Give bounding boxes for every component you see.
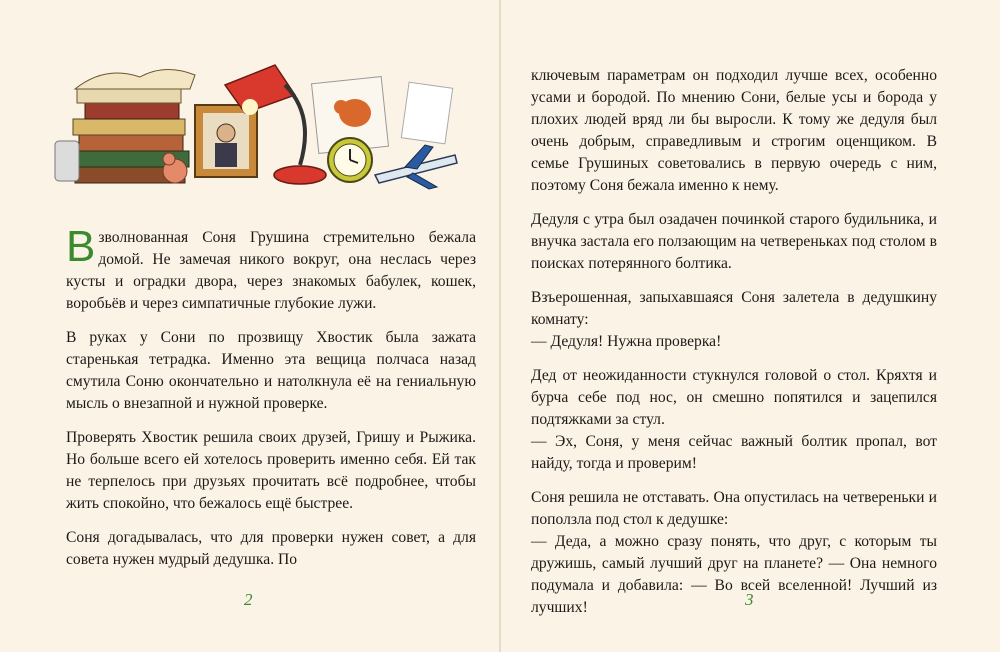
dialogue-line: — Дедуля! Нужна проверка! — [531, 333, 722, 350]
header-illustration — [45, 55, 460, 195]
dialogue-line: — Эх, Соня, у меня сейчас важный болтик пропал, вот найду, тогда и проверим! — [531, 433, 937, 472]
paragraph: Взволнованная Соня Грушина стремительно бежала домой. Не замечая никого вокруг, она неслась через кусты и оградки двора, через знакомых бабулек, кошек, воробьёв и через симпатичные глубокие лужи. — [66, 222, 476, 312]
paragraph: Взъерошенная, запыхавшаяся Соня залетела в дедушкину комнату: — [531, 289, 937, 328]
paragraph: В руках у Сони по прозвищу Хвостик была зажата старенькая тетрадка. Именно эта вещица полчаса назад смутила Соню окончательно и натолкнула её на гениальную мысль о внезапной и нужной проверке. — [66, 329, 476, 412]
alarm-clock-illustration — [328, 138, 372, 182]
paragraph: Проверять Хвостик решила своих друзей, Гришу и Рыжика. Но больше всего ей хотелось проверить именно себя. Ей так не терпелось при друзьях прочитать всё подробнее, чтобы жить спокойно, что бежалось ещё быстрее. — [66, 429, 476, 512]
paragraph: ключевым параметрам он подходил лучше всех, особенно усами и бородой. По мнению Сони, белые усы и борода у плохих людей вряд ли бы выросли. К тому же дедуля был очень добрым, справедливым и строгим оценщиком. В семье Грушиных советовались в первую очередь с ним, поэтому Соня бежала именно к нему. — [531, 67, 937, 194]
paragraph: Дед от неожиданности стукнулся головой о стол. Кряхтя и бурча себе под нос, он смешно попятился и зацепился подтяжками за стул. — [531, 367, 937, 428]
page-number-right: 3 — [745, 590, 754, 609]
toy-plane-illustration — [375, 145, 457, 189]
drop-cap-letter: В — [66, 222, 96, 271]
book-stack-illustration — [55, 69, 195, 183]
dialogue-line: — Деда, а можно сразу понять, что друг, с которым ты дружишь, самый лучший друг на планете? — Она немного подумала и добавила: — Во всей вселенной! Лучший из лучших! — [531, 533, 937, 616]
paragraph: Дедуля с утра был озадачен починкой старого будильника, и внучка застала его ползающим на четвереньках под столом в поисках потерянного болтика. — [531, 211, 937, 272]
portrait-frame-illustration — [195, 105, 257, 177]
page-number-left: 2 — [244, 590, 253, 609]
paragraph: Соня решила не отставать. Она опустилась на четвереньки и поползла под стол к дедушке: — [531, 489, 937, 528]
paragraph: Соня догадывалась, что для проверки нужен совет, а для совета нужен мудрый дедушка. По — [66, 529, 476, 568]
book-spine — [499, 0, 501, 652]
left-page-text — [66, 222, 476, 571]
pinned-note-illustration — [401, 82, 452, 144]
right-page-text — [531, 65, 937, 619]
